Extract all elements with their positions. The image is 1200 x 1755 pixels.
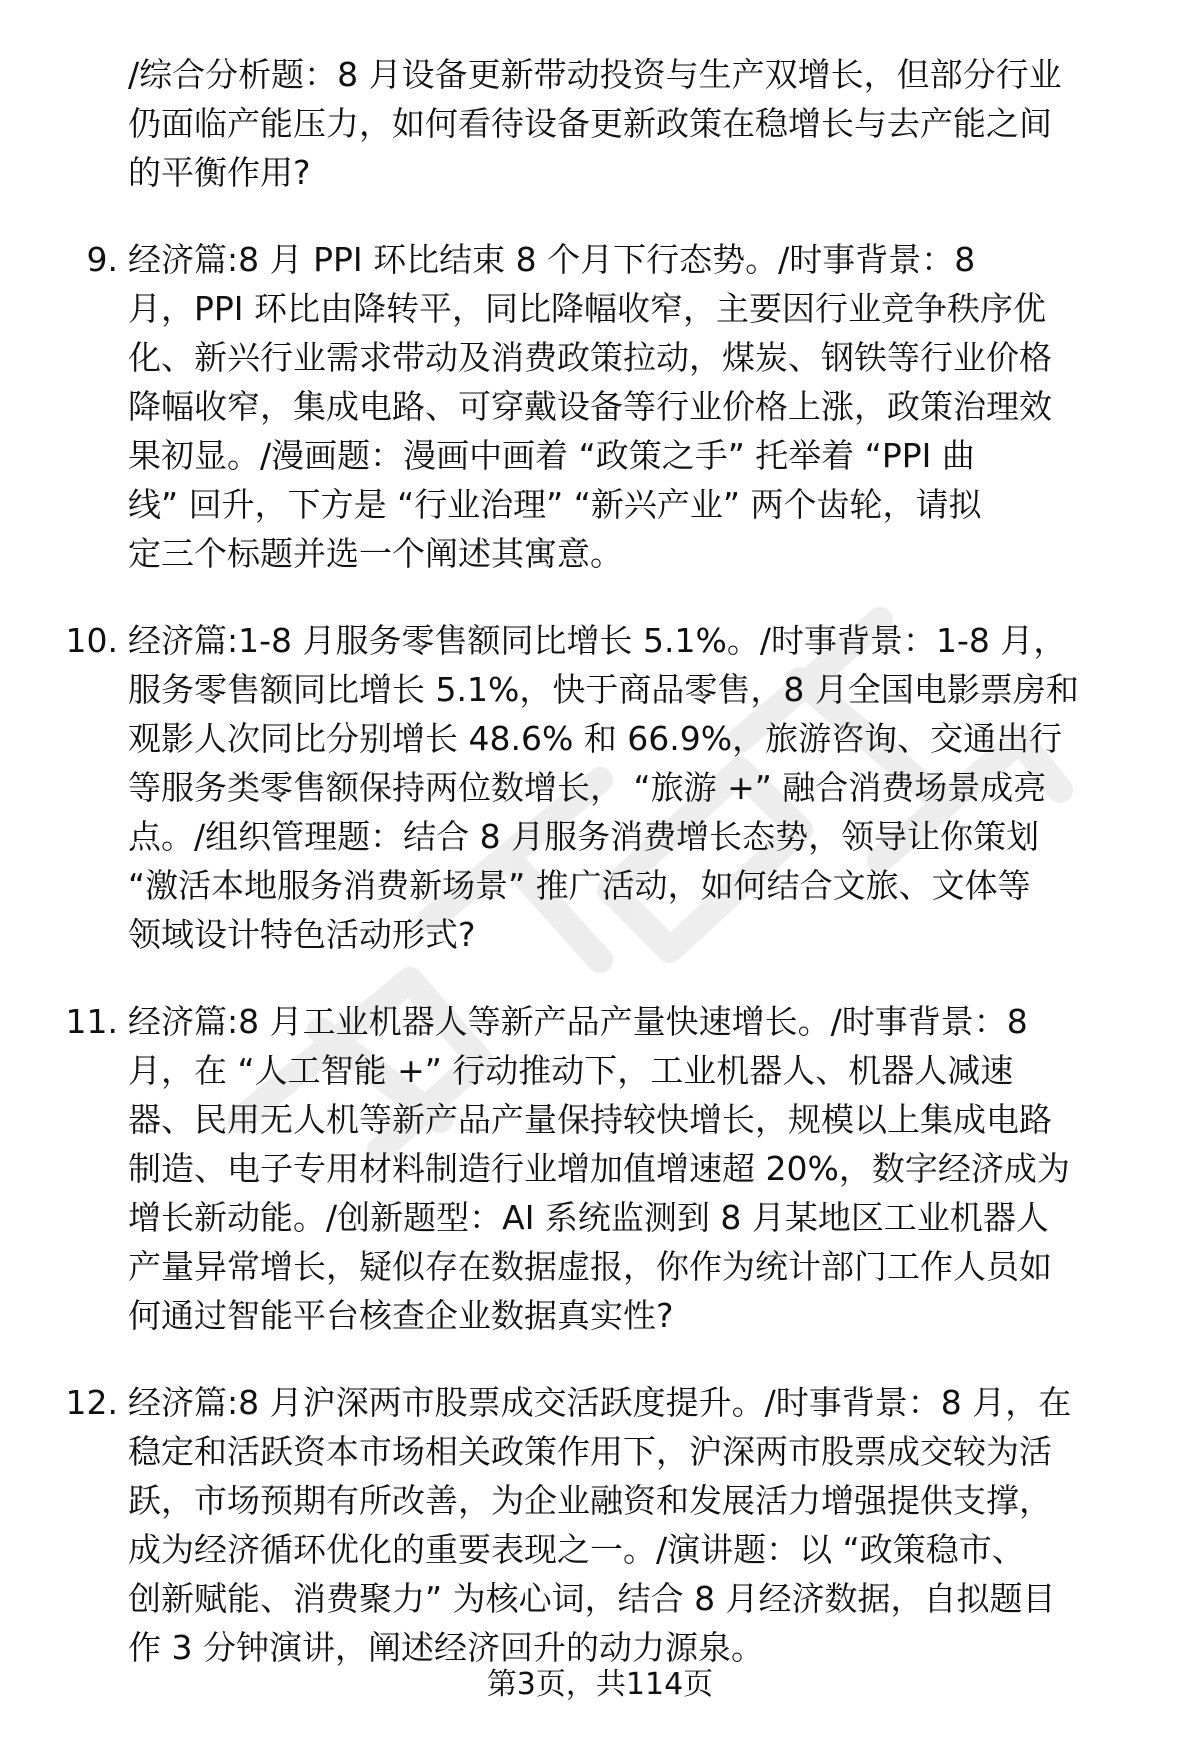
- list-item: [65, 1378, 1148, 1672]
- text-line: 经济篇:8 月 PPI 环比结束 8 个月下行态势。/时事背景：8: [128, 240, 976, 279]
- text-line: “激活本地服务消费新场景” 推广活动，如何结合文旅、文体等: [128, 866, 1031, 905]
- text-line: 仍面临产能压力，如何看待设备更新政策在稳增长与去产能之间: [128, 104, 1052, 143]
- text-line: 何通过智能平台核查企业数据真实性?: [128, 1296, 674, 1335]
- text-line: 经济篇:1-8 月服务零售额同比增长 5.1%。/时事背景：1-8 月，: [128, 621, 1067, 660]
- text-line: 点。/组织管理题：结合 8 月服务消费增长态势，领导让你策划: [128, 817, 1040, 856]
- text-line: 观影人次同比分别增长 48.6% 和 66.9%，旅游咨询、交通出行: [128, 719, 1063, 758]
- text-line: 月，在 “人工智能 +” 行动推动下，工业机器人、机器人减速: [128, 1051, 1014, 1090]
- text-line: /综合分析题：8 月设备更新带动投资与生产双增长，但部分行业: [128, 55, 1062, 94]
- list-item: [86, 235, 1148, 578]
- page-footer: [0, 1665, 1200, 1705]
- text-line: 跃，市场预期有所改善，为企业融资和发展活力增强提供支撑，: [128, 1481, 1052, 1520]
- item-number: 10.: [65, 621, 118, 660]
- text-line: 制造、电子专用材料制造行业增加值增速超 20%，数字经济成为: [128, 1149, 1070, 1188]
- page-number: 第3页，共114页: [486, 1667, 714, 1702]
- text-line: 线” 回升，下方是 “行业治理” “新兴产业” 两个齿轮，请拟: [128, 485, 982, 524]
- text-line: 稳定和活跃资本市场相关政策作用下，沪深两市股票成交较为活: [128, 1432, 1052, 1471]
- list-item: [65, 616, 1148, 959]
- text-line: 增长新动能。/创新题型：AI 系统监测到 8 月某地区工业机器人: [128, 1198, 1049, 1237]
- text-line: 降幅收窄，集成电路、可穿戴设备等行业价格上涨，政策治理效: [128, 387, 1052, 426]
- list-item: [65, 997, 1148, 1340]
- text-line: 服务零售额同比增长 5.1%，快于商品零售，8 月全国电影票房和: [128, 670, 1079, 709]
- text-line: 的平衡作用?: [128, 153, 311, 192]
- text-line: 月，PPI 环比由降转平，同比降幅收窄，主要因行业竞争秩序优: [128, 289, 1047, 328]
- text-line: 经济篇:8 月沪深两市股票成交活跃度提升。/时事背景：8 月，在: [128, 1383, 1072, 1422]
- text-line: 器、民用无人机等新产品产量保持较快增长，规模以上集成电路: [128, 1100, 1052, 1139]
- text-line: 作 3 分钟演讲，阐述经济回升的动力源泉。: [128, 1628, 764, 1667]
- item-number: 9.: [86, 240, 118, 279]
- text-line: 产量异常增长，疑似存在数据虚报，你作为统计部门工作人员如: [128, 1247, 1052, 1286]
- text-line: 等服务类零售额保持两位数增长， “旅游 +” 融合消费场景成亮: [128, 768, 1047, 807]
- text-line: 创新赋能、消费聚力” 为核心词，结合 8 月经济数据，自拟题目: [128, 1579, 1056, 1618]
- item-number: 11.: [65, 1002, 118, 1041]
- text-line: 果初显。/漫画题：漫画中画着 “政策之手” 托举着 “PPI 曲: [128, 436, 975, 475]
- item-number: 12.: [65, 1383, 118, 1422]
- text-line: 经济篇:8 月工业机器人等新产品产量快速增长。/时事背景：8: [128, 1002, 1028, 1041]
- document-body: [0, 50, 1200, 1710]
- continued-paragraph: [128, 50, 1148, 197]
- text-line: 领域设计特色活动形式?: [128, 915, 476, 954]
- text-line: 化、新兴行业需求带动及消费政策拉动，煤炭、钢铁等行业价格: [128, 338, 1052, 377]
- text-line: 成为经济循环优化的重要表现之一。/演讲题：以 “政策稳市、: [128, 1530, 1025, 1569]
- text-line: 定三个标题并选一个阐述其寓意。: [128, 534, 623, 573]
